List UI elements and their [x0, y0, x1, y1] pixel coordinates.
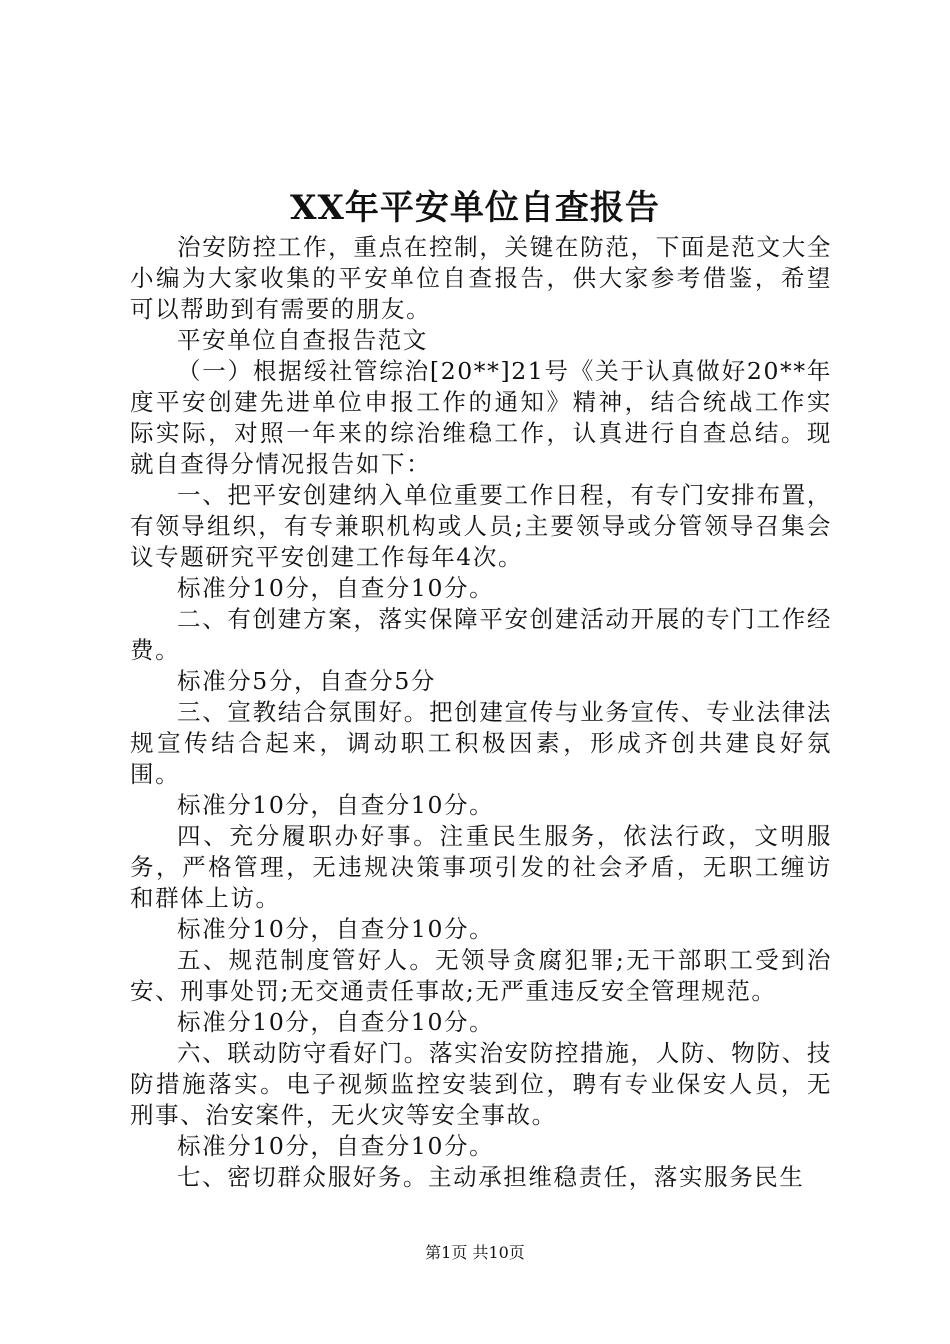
paragraph-score-4: 标准分10分，自查分10分。 — [177, 915, 495, 943]
paragraph-item-4: 四、充分履职办好事。注重民生服务，依法行政，文明服务，严格管理，无违规决策事项引发的社会矛盾，无职工缠访和群体上访。 — [130, 822, 832, 912]
paragraph-basis: （一）根据绥社管综治[20**]21号《关于认真做好20**年度平安创建先进单位申报工作的通知》精神，结合统战工作实际实际，对照一年来的综治维稳工作，认真进行自查总结。现就自查得分情况报告如下： — [130, 357, 832, 478]
paragraph-score-1: 标准分10分，自查分10分。 — [177, 574, 495, 602]
page-footer: 第1页 共10页 — [425, 1243, 525, 1262]
paragraph-item-3: 三、宣教结合氛围好。把创建宣传与业务宣传、专业法律法规宣传结合起来，调动职工积极因素，形成齐创共建良好氛围。 — [130, 698, 832, 788]
paragraph-item-5: 五、规范制度管好人。无领导贪腐犯罪;无干部职工受到治安、刑事处罚;无交通责任事故;无严重违反安全管理规范。 — [130, 946, 832, 1005]
document-title: XX年平安单位自查报告 — [290, 188, 660, 228]
paragraph-score-2: 标准分5分，自查分5分 — [177, 667, 437, 695]
paragraph-score-6: 标准分10分，自查分10分。 — [177, 1132, 495, 1160]
paragraph-intro: 治安防控工作，重点在控制，关键在防范，下面是范文大全小编为大家收集的平安单位自查报告，供大家参考借鉴，希望可以帮助到有需要的朋友。 — [130, 233, 832, 323]
paragraph-score-3: 标准分10分，自查分10分。 — [177, 791, 495, 819]
paragraph-item-7: 七、密切群众服好务。主动承担维稳责任，落实服务民生 — [177, 1163, 805, 1191]
paragraph-score-5: 标准分10分，自查分10分。 — [177, 1008, 495, 1036]
paragraph-item-6: 六、联动防守看好门。落实治安防控措施，人防、物防、技防措施落实。电子视频监控安装到位，聘有专业保安人员，无刑事、治安案件，无火灾等安全事故。 — [130, 1039, 832, 1129]
paragraph-item-1: 一、把平安创建纳入单位重要工作日程，有专门安排布置，有领导组织，有专兼职机构或人员;主要领导或分管领导召集会议专题研究平安创建工作每年4次。 — [130, 481, 832, 571]
document-body — [130, 232, 832, 1193]
paragraph-item-2: 二、有创建方案，落实保障平安创建活动开展的专门工作经费。 — [130, 605, 832, 664]
paragraph-subtitle: 平安单位自查报告范文 — [177, 326, 428, 354]
